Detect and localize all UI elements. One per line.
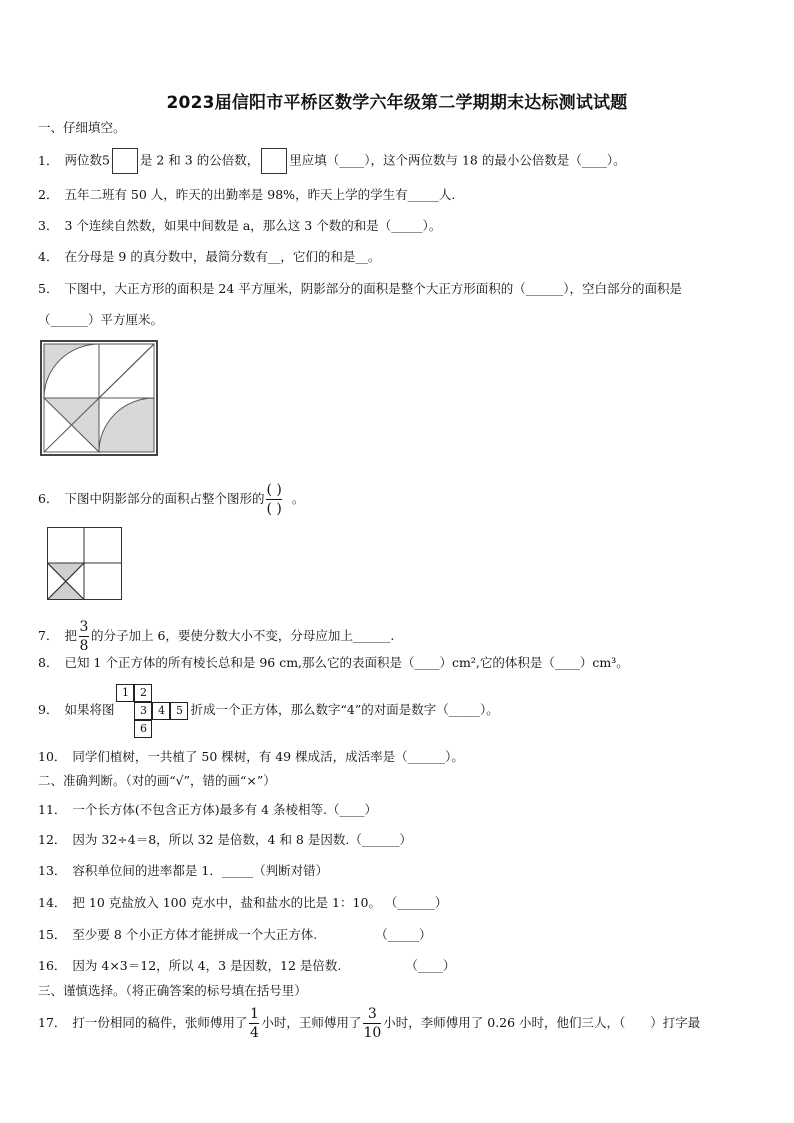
question-8: [38, 654, 629, 672]
q5-square-figure: [40, 340, 160, 458]
question-text: 把: [64, 628, 77, 643]
question-text: 折成一个正方体，那么数字“4”的对面是数字（_____）。: [190, 702, 499, 717]
net-cell: 3: [134, 702, 152, 720]
fraction-3-10: [363, 1005, 381, 1042]
fraction-denominator: 8: [79, 638, 89, 654]
section-2-heading: 二、准确判断。（对的画“√”，错的画“×”）: [38, 773, 276, 788]
question-2: [38, 186, 455, 204]
net-cell: 1: [116, 684, 134, 702]
question-number: 17．: [38, 1015, 67, 1030]
question-3: [38, 217, 441, 235]
q1-text-c: 里应填（____），这个两位数与 18 的最小公倍数是（____）。: [289, 152, 626, 168]
question-number: 16．: [38, 958, 67, 973]
section-3-heading: 三、谨慎选择。（将正确答案的标号填在括号里）: [38, 983, 307, 998]
fraction-numerator: 1: [249, 1006, 259, 1022]
question-number: 12．: [38, 832, 67, 847]
question-number: 10．: [38, 749, 67, 764]
fraction-numerator: ( ): [266, 482, 282, 498]
question-number: 15．: [38, 927, 67, 942]
question-text: 3 个连续自然数，如果中间数是 a，那么这 3 个数的和是（_____）。: [64, 218, 442, 233]
q1-text-a: 两位数5: [64, 152, 110, 168]
q6-grid-figure: [47, 527, 123, 601]
question-text: 下图中阴影部分的面积占整个图形的: [64, 491, 265, 506]
question-text: 因为 4×3＝12，所以 4，3 是因数，12 是倍数.: [72, 958, 342, 973]
question-9: [38, 683, 499, 737]
question-number: 2．: [38, 187, 59, 202]
question-number: 6．: [38, 491, 59, 506]
question-4: [38, 248, 380, 266]
question-text: 把 10 克盐放入 100 克水中，盐和盐水的比是 1：10。 （______）: [72, 895, 448, 910]
question-text: 小时，王师傅用了: [261, 1015, 362, 1030]
fraction-denominator: 4: [249, 1025, 259, 1041]
fraction-numerator: 3: [79, 619, 89, 635]
question-number: 9．: [38, 702, 59, 717]
question-text: 一个长方体(不包含正方体)最多有 4 条棱相等.（____）: [72, 802, 378, 817]
question-1: [38, 148, 626, 174]
answer-box: [261, 148, 287, 174]
question-text: 同学们植树，一共植了 50 棵树，有 49 棵成活，成活率是（______）。: [72, 749, 464, 764]
question-10: [38, 748, 464, 766]
answer-blank: （_____）: [375, 927, 432, 942]
question-text: 如果将图: [64, 702, 115, 717]
question-5: [38, 280, 682, 298]
page-title: 2023届信阳市平桥区数学六年级第二学期期末达标测试试题: [166, 93, 628, 113]
question-16: [38, 957, 455, 975]
net-cell: 2: [134, 684, 152, 702]
question-text: 下图中，大正方形的面积是 24 平方厘米，阴影部分的面积是整个大正方形面积的（______），空白部分的面积是: [64, 281, 683, 296]
question-number: 1．: [38, 152, 59, 168]
question-number: 14．: [38, 895, 67, 910]
net-cell: 6: [134, 720, 152, 738]
question-7: [38, 618, 394, 655]
fraction-numerator: 3: [367, 1006, 377, 1022]
question-11: [38, 801, 377, 819]
fraction-denominator: 10: [363, 1025, 382, 1041]
answer-box: [112, 148, 138, 174]
question-6: [38, 481, 304, 518]
question-14: [38, 894, 447, 912]
question-text: 打一份相同的稿件，张师傅用了: [72, 1015, 248, 1030]
q1-text-b: 是 2 和 3 的公倍数，: [139, 152, 260, 168]
question-5-continued: [38, 311, 163, 329]
fraction-1-4: [249, 1005, 259, 1042]
question-text: 因为 32÷4＝8，所以 32 是倍数，4 和 8 是因数.（______）: [72, 832, 412, 847]
question-text: 五年二班有 50 人，昨天的出勤率是 98%，昨天上学的学生有_____人.: [64, 187, 456, 202]
cube-net-figure: [116, 684, 188, 738]
question-text: 在分母是 9 的真分数中，最简分数有__，它们的和是__。: [64, 249, 381, 264]
question-15: [38, 926, 432, 944]
answer-blank: （____）: [405, 958, 456, 973]
question-13: [38, 862, 328, 880]
question-number: 3．: [38, 218, 59, 233]
question-text: 至少要 8 个小正方体才能拼成一个大正方体.: [72, 927, 318, 942]
question-number: 11．: [38, 802, 67, 817]
question-text-end: 。: [291, 491, 305, 506]
question-text: 已知 1 个正方体的所有棱长总和是 96 cm,那么它的表面积是（____）cm²,它的体积是（____）cm³。: [64, 655, 629, 670]
question-number: 8．: [38, 655, 59, 670]
question-number: 13．: [38, 863, 67, 878]
fraction-blank: [266, 481, 281, 518]
question-number: 4．: [38, 249, 59, 264]
question-number: 5．: [38, 281, 59, 296]
question-12: [38, 831, 412, 849]
question-text: 容积单位间的进率都是 1．_____（判断对错）: [72, 863, 329, 878]
question-number: 7．: [38, 628, 59, 643]
question-17: [38, 1004, 700, 1042]
question-text: 的分子加上 6，要使分数大小不变，分母应加上______.: [90, 628, 395, 643]
fraction-3-8: [79, 618, 89, 655]
fraction-denominator: ( ): [266, 501, 282, 517]
question-text: （______）平方厘米。: [38, 312, 164, 327]
section-1-heading: 一、仔细填空。: [38, 120, 126, 135]
question-text: 小时，李师傅用了 0.26 小时，他们三人，（ ）打字最: [383, 1015, 701, 1030]
net-cell: 5: [170, 702, 188, 720]
net-cell: 4: [152, 702, 170, 720]
